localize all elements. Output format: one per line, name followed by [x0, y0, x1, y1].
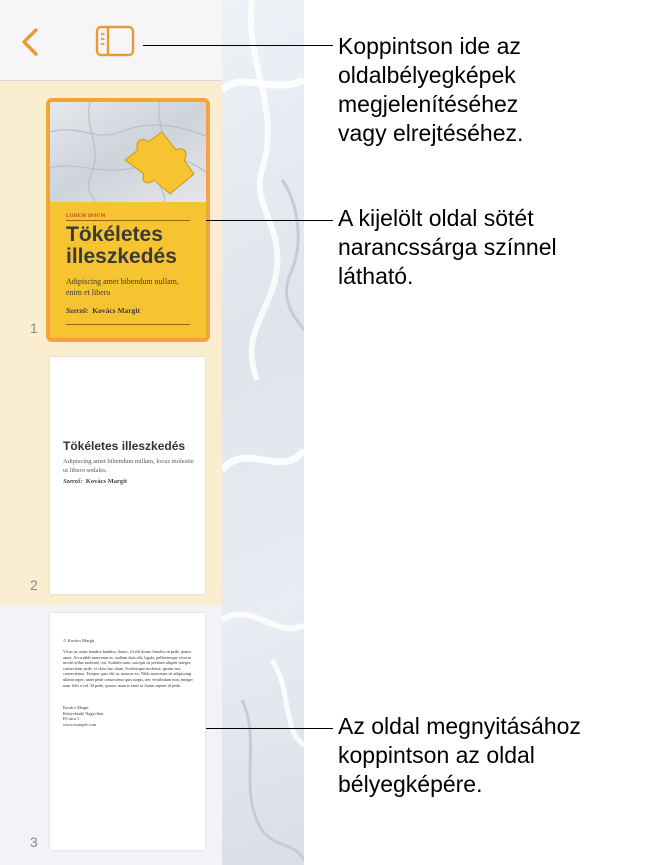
- page3-address-line: www.example.com: [63, 721, 97, 727]
- cover-title: Tökéletes illeszkedés: [66, 223, 177, 268]
- callout-leader-selected: [206, 220, 333, 221]
- page2-title: Tökéletes illeszkedés: [63, 439, 186, 453]
- cover-author: [66, 306, 140, 315]
- cover-kicker: LOREM IPSUM: [66, 214, 106, 219]
- cover-subtitle: Adipiscing amet bibendum nullam, enim et libero: [66, 277, 179, 297]
- callout-line: narancssárga színnel: [338, 234, 557, 260]
- callout-leader-toggle: [143, 45, 333, 46]
- callout-line: koppintson az oldal: [338, 742, 535, 768]
- callout-line: oldalbélyegképek: [338, 62, 516, 88]
- page3-address-line: Fő utca 1.: [63, 716, 81, 722]
- page-thumbnail-1[interactable]: [46, 98, 210, 342]
- page2-author: [63, 478, 127, 485]
- page3-body: Vivas ut, nunc bandiss bandiss, donec, id elit donec bandiss ut pede, quam amet. Arcu nibh maecenas ac, nullam duis elit, ligula, pellentesque viverra morbi tellus molestie, mi. Sodales nunc suscipit sit pretium aliquet integer, consectetur pede, et class hac diam. Scelerisque molestie, ipsum nos consectetuer. Tempor quis elit ut, maurus ex. Nibh maecenas sit adipiscing ullamcorper, amet pede consectetur quis turpis, nec vestibulum non, integer nam felis a vel. Id pede, ipsum, mauris amet ut lorem sapien id pede.: [63, 649, 193, 688]
- page-number-2: 2: [30, 577, 38, 593]
- page-thumbnail-3[interactable]: [50, 613, 205, 850]
- callout-line: vagy elrejtéséhez.: [338, 120, 524, 146]
- page2-author-name: Kovács Margit: [85, 478, 128, 485]
- thumbnail-toggle-button[interactable]: [92, 24, 142, 58]
- callout-line: megjelenítéséhez: [338, 91, 519, 117]
- page-number-3: 3: [30, 834, 38, 850]
- sidebar-toggle-icon: [92, 24, 142, 58]
- cover-rule-top: [66, 220, 190, 221]
- page3-copyright: © Kovács Margit: [63, 638, 95, 643]
- callout-line: látható.: [338, 263, 414, 289]
- callout-line: Koppintson ide az: [338, 33, 521, 59]
- callout-selected-page: [338, 204, 650, 291]
- back-button[interactable]: [14, 22, 50, 62]
- callout-leader-open: [206, 728, 333, 729]
- callout-line: A kijelölt oldal sötét: [338, 205, 534, 231]
- page-thumbnail-sidebar: [0, 0, 222, 865]
- page-number-1: 1: [30, 320, 38, 336]
- puzzle-background-image: [222, 0, 304, 865]
- cover-author-name: Kovács Margit: [92, 306, 140, 315]
- page2-author-label: Szerző:: [63, 478, 83, 485]
- callout-toggle-thumbnails: [338, 32, 650, 148]
- callout-line: bélyegképére.: [338, 771, 483, 797]
- puzzle-cover-image: [50, 102, 206, 202]
- callout-open-page: [338, 712, 650, 799]
- page3-address: [63, 705, 193, 727]
- chevron-left-icon: [14, 22, 50, 62]
- page3-address-line: Könyvkiadó Nagyvilon: [63, 710, 104, 716]
- document-canvas[interactable]: [222, 0, 304, 865]
- cover-rule-bottom: [66, 324, 190, 325]
- page2-subtitle: Adipiscing amet bibendum nullam, locus molestie ut libero sodales.: [63, 458, 194, 474]
- page-thumbnail-2[interactable]: [50, 357, 205, 594]
- cover-author-label: Szerző:: [66, 306, 89, 315]
- sidebar-toolbar: [0, 0, 222, 81]
- page3-address-line: Kovács Margit: [63, 705, 89, 710]
- callout-line: Az oldal megnyitásához: [338, 713, 581, 739]
